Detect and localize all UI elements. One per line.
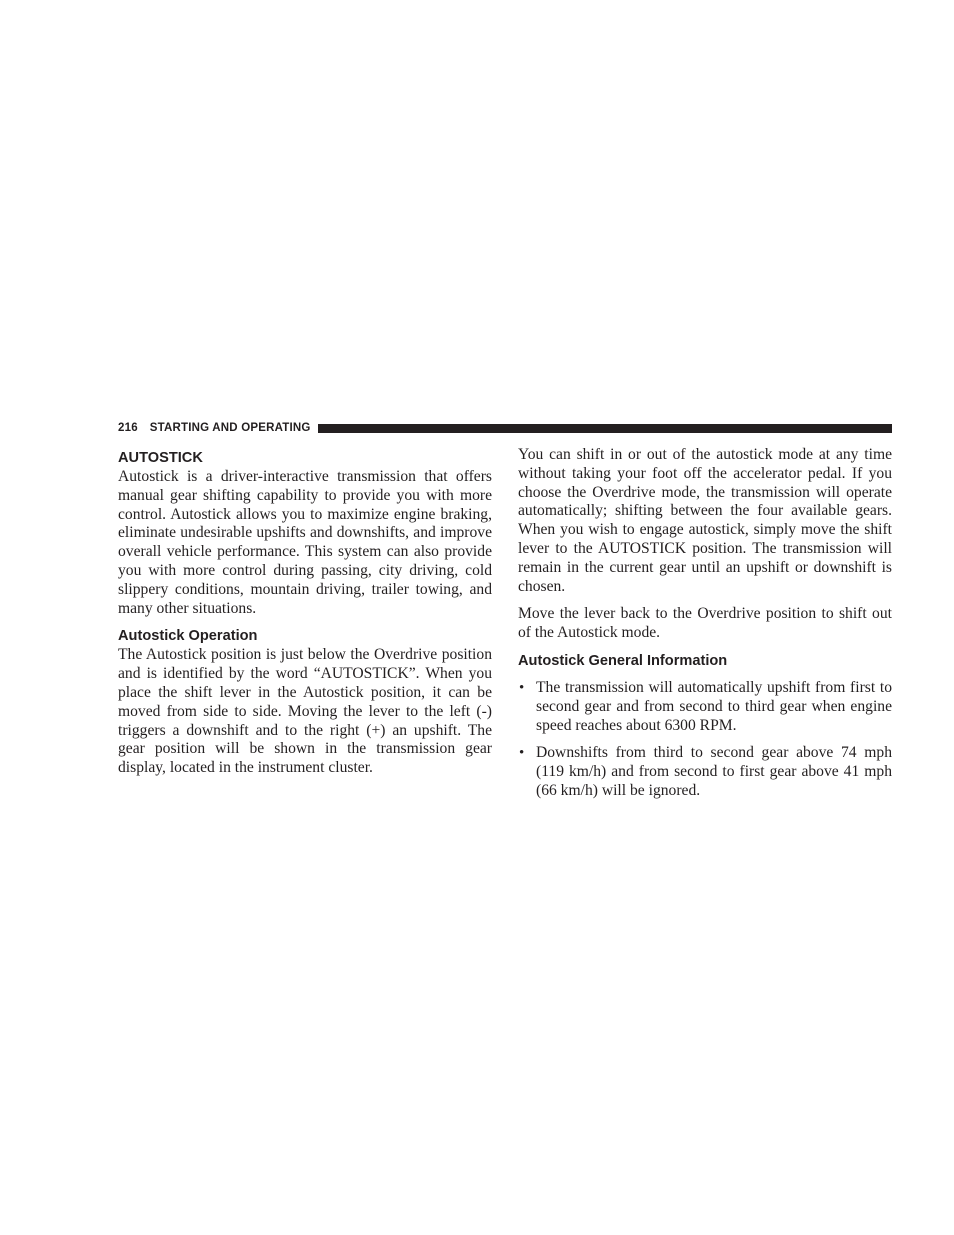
list-item bbox=[518, 679, 892, 735]
section-title: STARTING AND OPERATING bbox=[149, 422, 311, 434]
bullet-icon: • bbox=[519, 679, 525, 696]
shift-out-paragraph: Move the lever back to the Overdrive position to shift out of the Autostick mode. bbox=[518, 605, 892, 642]
autostick-operation-heading: Autostick Operation bbox=[118, 628, 258, 645]
autostick-operation-paragraph: The Autostick position is just below the Overdrive position and is identified by the word “AUTOSTICK”. When you place the shift lever in the Autostick position, it can be moved from side to side. Moving the lever to the left (-) triggers a downshift and to the right (+) an upshift. The gear position will be shown in the transmission gear display, located in the instrument cluster. bbox=[118, 646, 492, 777]
list-item bbox=[518, 744, 892, 800]
page-number: 216 bbox=[118, 422, 138, 434]
list-item-text: Downshifts from third to second gear above 74 mph (119 km/h) and from second to first gear above 41 mph (66 km/h) will be ignored. bbox=[536, 744, 892, 799]
autostick-intro-paragraph: Autostick is a driver-interactive transmission that offers manual gear shifting capability to provide you with more control. Autostick allows you to maximize engine braking, eliminate undesirable upshifts and downshifts, and improve overall vehicle performance. This system can also provide you with more control during passing, city driving, cold slippery conditions, mountain driving, trailer towing, and many other situations. bbox=[118, 468, 492, 617]
bullet-icon: • bbox=[519, 745, 525, 762]
right-column bbox=[518, 446, 892, 801]
page-header bbox=[118, 419, 892, 437]
left-column bbox=[118, 447, 492, 778]
shift-mode-paragraph: You can shift in or out of the autostick mode at any time without taking your foot off the accelerator pedal. If you choose the Overdrive mode, the transmission will operate automatically; shifting between the four available gears. When you wish to engage autostick, simply move the shift lever to the AUTOSTICK position. The transmission will remain in the current gear until an upshift or downshift is chosen. bbox=[518, 446, 892, 595]
general-information-list bbox=[518, 679, 892, 801]
list-item-text: The transmission will automatically upshift from first to second gear and from second to third gear when engine speed reaches about 6300 RPM. bbox=[536, 678, 892, 734]
autostick-heading: AUTOSTICK bbox=[118, 450, 203, 466]
header-rule bbox=[318, 424, 892, 433]
general-information-heading: Autostick General Information bbox=[518, 652, 728, 669]
